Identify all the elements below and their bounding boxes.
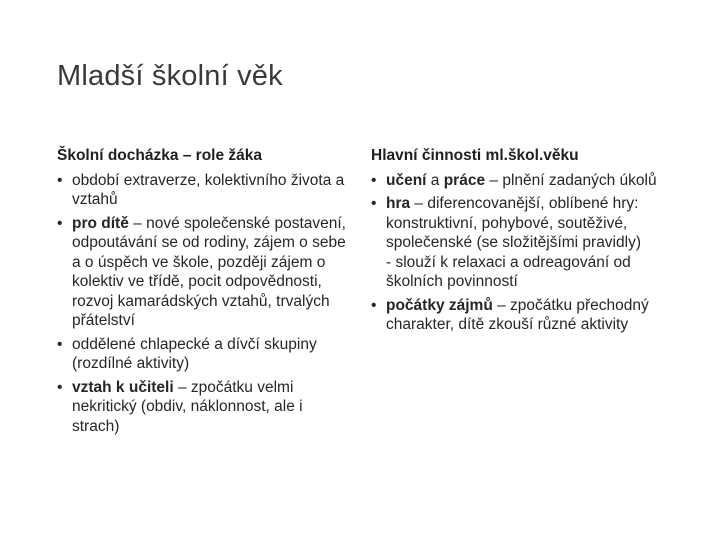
right-column-heading: Hlavní činnosti ml.škol.věku <box>371 147 579 164</box>
bullet-icon: • <box>57 214 63 232</box>
item-text: – zpočátku velmi nekritický (obdiv, náklonnost, ale i strach) <box>72 378 303 435</box>
item-text: – plnění zadaných úkolů <box>485 171 657 189</box>
list-item <box>371 296 671 335</box>
item-text: – zpočátku přechodný charakter, dítě zkouší různé aktivity <box>386 296 649 333</box>
item-keyword: pro dítě <box>72 214 129 232</box>
bullet-icon: • <box>371 195 377 212</box>
bullet-icon: • <box>57 335 63 353</box>
item-connector: a <box>426 171 444 189</box>
item-keyword: počátky zájmů <box>386 296 493 314</box>
bullet-icon: • <box>371 171 377 189</box>
left-column-heading: Školní docházka – role žáka <box>57 147 263 164</box>
right-column <box>371 146 671 339</box>
bullet-icon: • <box>57 378 63 396</box>
item-text: – nové společenské postavení, odpoutávání se od rodiny, zájem o sebe a o úspěch ve škole, později zájem o kolektiv ve třídě, pocit odpovědnosti, rozvoj kamarádských vztahů, trvalých přátelství <box>72 214 346 329</box>
item-text: – diferencovanější, oblíbené hry: konstruktivní, pohybové, soutěživé, společenské (se složitějšími pravidly) <box>386 195 641 251</box>
list-item <box>57 214 353 331</box>
list-item <box>57 335 353 374</box>
item-keyword: učení <box>386 171 427 189</box>
right-bullet-list <box>371 171 671 335</box>
list-item <box>371 194 671 292</box>
left-bullet-list <box>57 171 353 437</box>
item-keyword: vztah k učiteli <box>72 378 174 396</box>
list-item <box>371 171 671 191</box>
bullet-icon: • <box>371 296 377 314</box>
left-column <box>57 146 353 440</box>
bullet-icon: • <box>57 171 63 189</box>
list-item <box>57 378 353 437</box>
list-item <box>57 171 353 210</box>
item-text: oddělené chlapecké a dívčí skupiny (rozdílné aktivity) <box>72 335 317 372</box>
item-text: období extraverze, kolektivního života a vztahů <box>72 171 345 208</box>
item-subtext: - slouží k relaxaci a odreagování od školních povinností <box>386 253 631 290</box>
item-keyword: práce <box>443 171 486 189</box>
slide-title: Mladší školní věk <box>57 60 283 92</box>
item-keyword: hra <box>386 195 411 212</box>
